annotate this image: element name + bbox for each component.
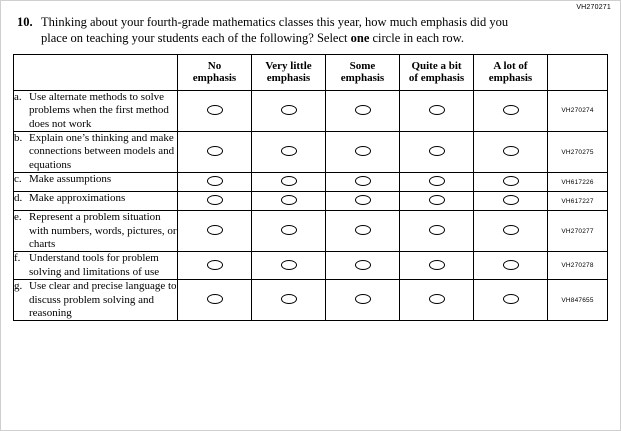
oval-cell-no-emphasis: [178, 211, 252, 252]
response-oval[interactable]: [281, 294, 297, 304]
oval-cell-a-lot: [474, 173, 548, 192]
row-label: Understand tools for problem solving and limitations of use: [29, 252, 160, 278]
response-oval[interactable]: [281, 260, 297, 270]
table-row-c: [14, 173, 608, 192]
column-header-some: [326, 54, 400, 90]
row-letter: a.: [14, 90, 22, 103]
oval-cell-a-lot: [474, 252, 548, 280]
header-line: emphasis: [488, 72, 533, 85]
oval-cell-quite-a-bit: [400, 132, 474, 173]
oval-cell-some: [326, 132, 400, 173]
response-oval[interactable]: [503, 146, 519, 156]
response-oval[interactable]: [503, 195, 519, 205]
table-row-d: [14, 192, 608, 211]
oval-cell-no-emphasis: [178, 173, 252, 192]
oval-cell-quite-a-bit: [400, 211, 474, 252]
row-code: VH847655: [548, 280, 608, 321]
oval-cell-no-emphasis: [178, 132, 252, 173]
row-label-cell: [14, 192, 178, 211]
oval-cell-a-lot: [474, 132, 548, 173]
response-oval[interactable]: [281, 225, 297, 235]
response-oval[interactable]: [503, 225, 519, 235]
oval-cell-very-little: [252, 192, 326, 211]
oval-cell-no-emphasis: [178, 252, 252, 280]
response-oval[interactable]: [503, 105, 519, 115]
response-oval[interactable]: [281, 146, 297, 156]
response-oval[interactable]: [207, 225, 223, 235]
response-oval[interactable]: [429, 176, 445, 186]
row-label-cell: [14, 211, 178, 252]
response-oval[interactable]: [281, 195, 297, 205]
question-text: [41, 14, 522, 47]
row-label: Use clear and precise language to discuss problem solving and reasoning: [29, 280, 177, 320]
column-header-no-emphasis: [178, 54, 252, 90]
response-oval[interactable]: [355, 176, 371, 186]
header-line: Very little: [265, 59, 312, 72]
response-oval[interactable]: [503, 260, 519, 270]
row-letter: f.: [14, 252, 21, 265]
response-oval[interactable]: [281, 176, 297, 186]
oval-cell-no-emphasis: [178, 280, 252, 321]
oval-cell-quite-a-bit: [400, 173, 474, 192]
response-oval[interactable]: [207, 260, 223, 270]
emphasis-table: [13, 54, 608, 322]
column-header-quite-a-bit: [400, 54, 474, 90]
response-oval[interactable]: [429, 260, 445, 270]
header-row: [14, 54, 608, 90]
oval-cell-very-little: [252, 252, 326, 280]
code-column-header: [548, 54, 608, 90]
row-label: Explain one’s thinking and make connections between models and equations: [29, 132, 175, 171]
row-code: VH270274: [548, 90, 608, 131]
oval-cell-a-lot: [474, 211, 548, 252]
response-oval[interactable]: [355, 105, 371, 115]
row-code: VH270277: [548, 211, 608, 252]
row-letter: b.: [14, 132, 23, 144]
oval-cell-some: [326, 90, 400, 131]
oval-cell-some: [326, 211, 400, 252]
row-label-cell: [14, 132, 178, 173]
row-label: Use alternate methods to solve problems when the first method does not work: [29, 90, 169, 130]
question-bold-word: one: [350, 31, 370, 46]
response-oval[interactable]: [503, 294, 519, 304]
response-oval[interactable]: [207, 146, 223, 156]
oval-cell-no-emphasis: [178, 90, 252, 131]
row-code: VH617227: [548, 192, 608, 211]
oval-cell-very-little: [252, 211, 326, 252]
oval-cell-a-lot: [474, 90, 548, 131]
row-code: VH270278: [548, 252, 608, 280]
header-line: A lot of: [493, 59, 528, 72]
table-row-g: [14, 280, 608, 321]
response-oval[interactable]: [355, 260, 371, 270]
oval-cell-some: [326, 192, 400, 211]
row-letter: c.: [14, 173, 22, 186]
row-code: VH617226: [548, 173, 608, 192]
header-line: Quite a bit: [411, 59, 462, 72]
response-oval[interactable]: [207, 195, 223, 205]
oval-cell-a-lot: [474, 192, 548, 211]
response-oval[interactable]: [355, 294, 371, 304]
item-column-header: [14, 54, 178, 90]
response-oval[interactable]: [429, 146, 445, 156]
table-row-e: [14, 211, 608, 252]
row-label: Make approximations: [29, 192, 126, 205]
oval-cell-quite-a-bit: [400, 90, 474, 131]
response-oval[interactable]: [503, 176, 519, 186]
response-oval[interactable]: [281, 105, 297, 115]
response-oval[interactable]: [355, 146, 371, 156]
row-letter: e.: [14, 211, 22, 224]
response-oval[interactable]: [207, 294, 223, 304]
row-label: Represent a problem situation with numbers, words, pictures, or charts: [29, 211, 177, 251]
column-header-a-lot: [474, 54, 548, 90]
row-label-cell: [14, 280, 178, 321]
oval-cell-quite-a-bit: [400, 192, 474, 211]
table-row-a: [14, 90, 608, 131]
column-header-very-little: [252, 54, 326, 90]
response-oval[interactable]: [429, 294, 445, 304]
response-oval[interactable]: [207, 105, 223, 115]
row-label: Make assumptions: [29, 173, 112, 186]
response-oval[interactable]: [429, 105, 445, 115]
row-letter: g.: [14, 280, 23, 293]
question-text-before: Thinking about your fourth-grade mathematics classes this year, how much emphasis did you place on teaching your students each of the following? Select: [41, 15, 509, 46]
oval-cell-very-little: [252, 132, 326, 173]
header-line: Some: [349, 59, 376, 72]
response-oval[interactable]: [429, 225, 445, 235]
header-line: emphasis: [340, 72, 385, 85]
oval-cell-very-little: [252, 90, 326, 131]
oval-cell-very-little: [252, 280, 326, 321]
header-line: No: [207, 59, 222, 72]
header-line: of emphasis: [408, 72, 465, 85]
header-line: emphasis: [266, 72, 311, 85]
row-label-cell: [14, 173, 178, 192]
oval-cell-some: [326, 173, 400, 192]
response-oval[interactable]: [355, 195, 371, 205]
page-corner-code: VH270271: [576, 4, 611, 11]
oval-cell-quite-a-bit: [400, 252, 474, 280]
oval-cell-quite-a-bit: [400, 280, 474, 321]
response-oval[interactable]: [355, 225, 371, 235]
oval-cell-a-lot: [474, 280, 548, 321]
question-text-after: circle in each row.: [369, 31, 464, 46]
oval-cell-some: [326, 252, 400, 280]
oval-cell-no-emphasis: [178, 192, 252, 211]
table-row-b: [14, 132, 608, 173]
row-label-cell: [14, 90, 178, 131]
row-letter: d.: [14, 192, 23, 205]
response-oval[interactable]: [429, 195, 445, 205]
header-line: emphasis: [192, 72, 237, 85]
oval-cell-very-little: [252, 173, 326, 192]
table-row-f: [14, 252, 608, 280]
question-number: 10.: [17, 15, 33, 29]
row-label-cell: [14, 252, 178, 280]
question-block: [17, 14, 522, 47]
response-oval[interactable]: [207, 176, 223, 186]
row-code: VH270275: [548, 132, 608, 173]
oval-cell-some: [326, 280, 400, 321]
